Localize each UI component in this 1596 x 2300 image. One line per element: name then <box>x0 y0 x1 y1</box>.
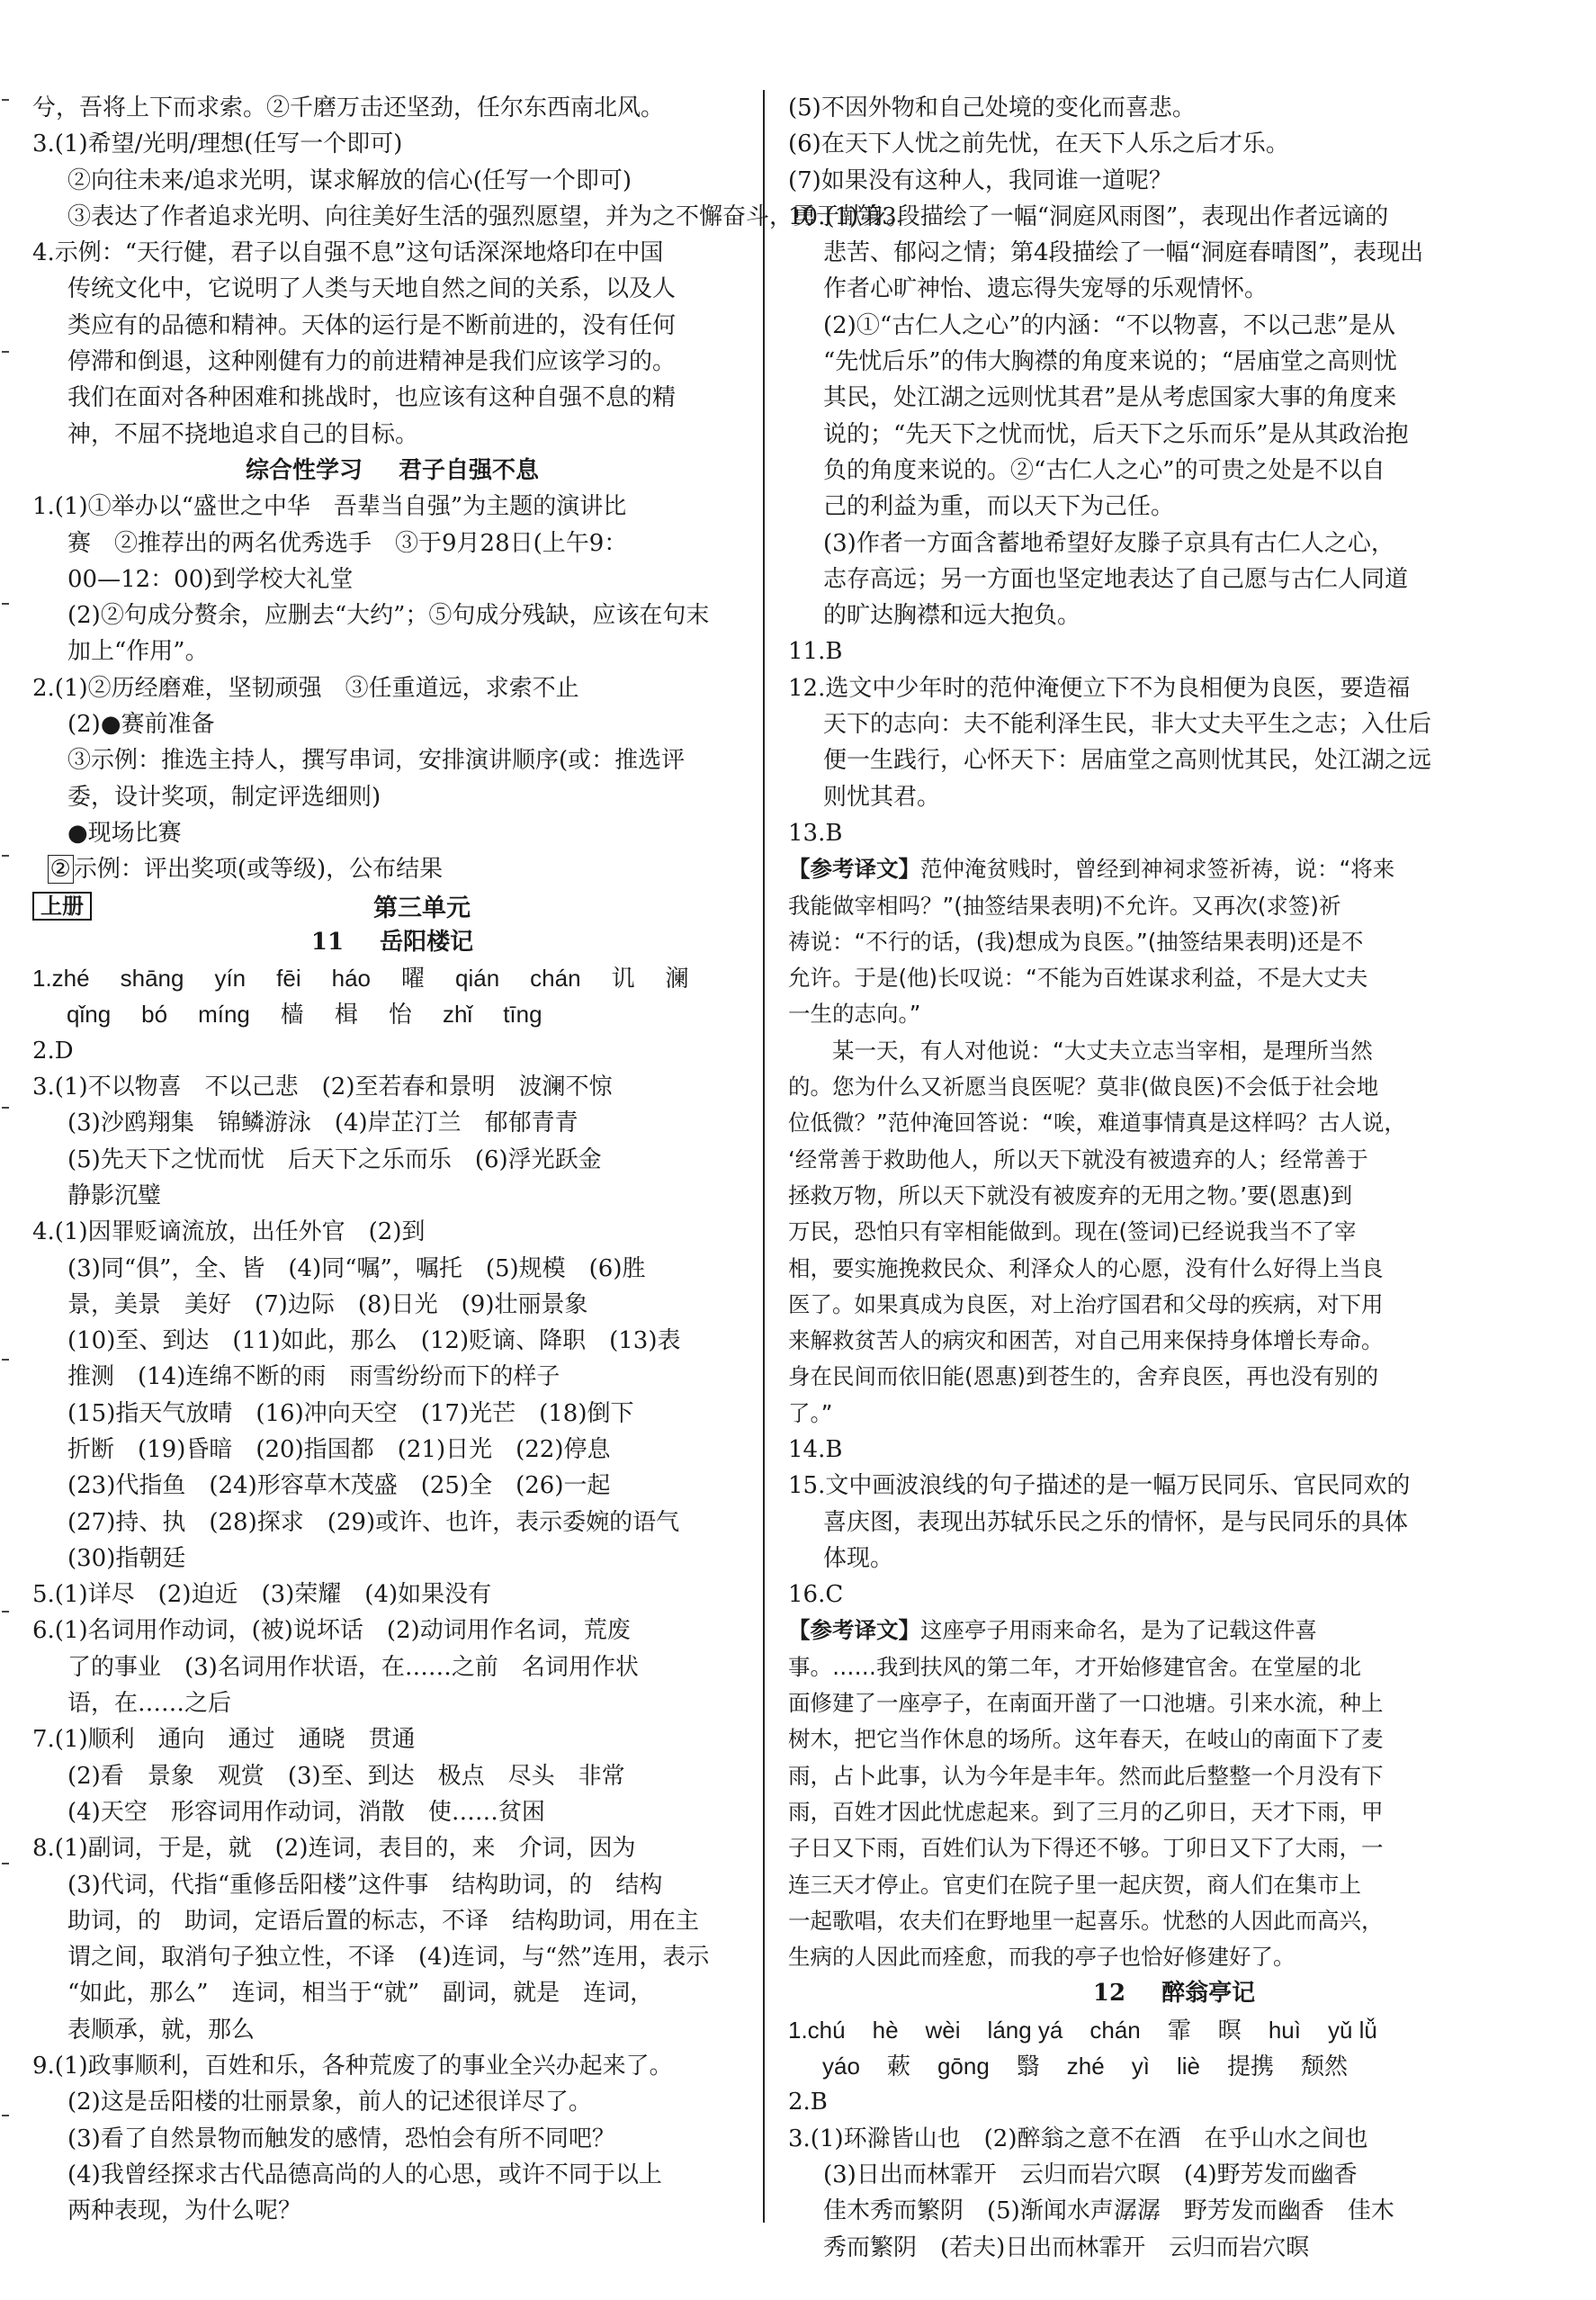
pinyin-item: láng yá <box>987 2016 1063 2044</box>
text-line <box>32 199 910 235</box>
line-text: (30)指朝廷 <box>32 1544 186 1572</box>
text-line <box>32 163 752 199</box>
answer-block-4 <box>788 90 1560 851</box>
line-text: 16.C <box>788 1581 844 1609</box>
line-text: 2.(1)②历经磨难，坚韧顽强 ③任重道远，求索不止 <box>32 674 579 702</box>
pinyin-item: chán <box>530 965 581 993</box>
text-line <box>32 1975 752 2011</box>
line-text: (4)我曾经探求古代品德高尚的人的心思，或许不同于以上 <box>32 2161 662 2188</box>
line-text: 1.(1)①举办以“盛世之中华 吾辈当自强”为主题的演讲比 <box>32 493 627 521</box>
binding-margin-marks <box>2 99 11 2169</box>
line-text: 3.(1)不以物喜 不以己悲 (2)至若春和景明 波澜不惊 <box>32 1074 613 1101</box>
line-text: ‘经常善于救助他人，所以天下就没有被遗弃的人；经常善于 <box>788 1146 1368 1172</box>
text-line <box>32 1432 752 1468</box>
line-text: (15)指天气放晴 (16)冲向天空 (17)光芒 (18)倒下 <box>32 1399 634 1427</box>
pinyin-item: 霏 <box>1167 2016 1191 2044</box>
line-text: 景，美景 美好 (7)边际 (8)日光 (9)壮丽景象 <box>32 1290 588 1318</box>
pinyin-item: 楫 <box>334 1001 358 1029</box>
line-text: 子日又下雨，百姓们认为下得还不够。丁卯日又下了大雨，一 <box>788 1835 1384 1862</box>
line-text: 我能做宰相吗？”(抽签结果表明)不允许。又再次(求签)祈 <box>788 892 1341 919</box>
answer-text: 示例：评出奖项(或等级)，公布结果 <box>73 856 444 884</box>
line-text: 12.选文中少年时的范仲淹便立下不为良相便为良医，要造福 <box>788 674 1411 702</box>
text-line <box>32 1758 752 1794</box>
line-text: (5)不因外物和自己处境的变化而喜悲。 <box>788 94 1196 121</box>
text-line <box>788 1903 1560 1939</box>
text-line <box>788 706 1560 742</box>
line-text: (3)日出而林霏开 云归而岩穴暝 (4)野芳发而幽香 <box>788 2161 1358 2188</box>
line-text: 秀而繁阴 (若夫)日出而林霏开 云归而岩穴暝 <box>788 2233 1310 2261</box>
line-text: 允许。于是(他)长叹说：“不能为百姓谋求利益，不是大丈夫 <box>788 965 1368 992</box>
text-line <box>788 1758 1560 1794</box>
text-line <box>788 1649 1560 1685</box>
pinyin-row <box>32 996 752 1032</box>
pinyin-item: 樯 <box>280 1001 304 1029</box>
text-line <box>788 2121 1560 2157</box>
line-text: (3)沙鸥翔集 锦鳞游泳 (4)岸芷汀兰 郁郁青青 <box>32 1110 578 1137</box>
section-title-b: 君子自强不息 <box>399 456 540 484</box>
unit-header <box>32 888 752 924</box>
pinyin-item: 曜 <box>401 965 426 993</box>
line-text: 雨，占卜此事，认为今年是丰年。然而此后整整一个月没有下 <box>788 1762 1384 1789</box>
text-line <box>32 1287 752 1323</box>
pinyin-item: yì <box>1131 2053 1150 2080</box>
line-text: 己的利益为重，而以天下为己任。 <box>788 493 1175 521</box>
pinyin-row <box>32 960 752 996</box>
line-text: “先忧后乐”的伟大胸襟的角度来说的；“居庙堂之高则忧 <box>788 348 1397 376</box>
text-line <box>788 597 1560 633</box>
line-text: 停滞和倒退，这种刚健有力的前进精神是我们应该学习的。 <box>32 348 677 376</box>
text-line <box>32 1214 752 1250</box>
pinyin-item: zhǐ <box>442 1001 473 1029</box>
text-line <box>32 308 752 344</box>
text-line <box>32 235 752 271</box>
line-text: 3.(1)环滁皆山也 (2)醉翁之意不在酒 在乎山水之间也 <box>788 2125 1368 2152</box>
column-divider <box>763 90 765 2223</box>
line-text: 相，要实施挽救民众、利泽众人的心愿，没有什么好得上当良 <box>788 1254 1384 1281</box>
text-line <box>32 90 752 126</box>
text-line <box>788 199 1560 235</box>
text-line <box>32 2012 752 2048</box>
text-line <box>788 1577 1560 1613</box>
text-line <box>788 308 1560 344</box>
text-line <box>32 815 752 851</box>
text-line <box>788 1867 1560 1903</box>
text-line <box>788 1505 1560 1541</box>
pinyin-item: zhé <box>1066 2053 1105 2080</box>
text-line <box>788 1105 1560 1141</box>
text-line <box>788 1396 1560 1432</box>
pinyin-item: chán <box>1089 2016 1141 2044</box>
pinyin-item: háo <box>331 965 371 993</box>
line-text: 传统文化中，它说明了人类与天地自然之间的关系，以及人 <box>32 275 677 303</box>
line-text: 万民，恐怕只有宰相能做到。现在(签词)已经说我当不了宰 <box>788 1218 1357 1245</box>
text-line <box>788 126 1560 162</box>
line-text: 某一天，有人对他说：“大丈夫立志当宰相，是理所当然 <box>788 1037 1373 1064</box>
text-line <box>788 489 1560 525</box>
lesson-title <box>788 1975 1560 2011</box>
text-line <box>788 996 1560 1032</box>
text-line <box>32 2157 752 2193</box>
text-line <box>32 1613 752 1649</box>
pinyin-item: 1.zhé <box>32 965 90 993</box>
text-line <box>788 1287 1560 1323</box>
text-line <box>32 1468 752 1504</box>
text-line <box>32 1359 752 1395</box>
line-text: 悲苦、郁闷之情；第4段描绘了一幅“洞庭春晴图”，表现出 <box>788 239 1424 267</box>
line-text: 志存高远；另一方面也坚定地表达了自己愿与古仁人同道 <box>788 565 1409 593</box>
section-title-a: 综合性学习 <box>245 456 363 484</box>
line-text: (2)这是岳阳楼的壮丽景象，前人的记述很详尽了。 <box>32 2089 592 2116</box>
lesson-number: 12 <box>1092 1980 1126 2008</box>
lesson-name: 醉翁亭记 <box>1161 1980 1256 2008</box>
line-text: 树木，把它当作休息的场所。这年春天，在岐山的南面下了麦 <box>788 1726 1384 1753</box>
pinyin-item: 翳 <box>1016 2053 1040 2080</box>
text-line <box>32 271 752 307</box>
pinyin-row <box>788 2048 1560 2084</box>
line-text: 其民，处江湖之远则忧其君”是从考虑国家大事的角度来 <box>788 384 1397 412</box>
translation-block-2 <box>788 1613 1560 1975</box>
line-text: 9.(1)政事顺利，百姓和乐，各种荒废了的事业全兴办起来了。 <box>32 2053 673 2080</box>
line-text: 便一生践行，心怀天下：居庙堂之高则忧其民，处江湖之远 <box>788 747 1432 775</box>
text-line <box>788 453 1560 489</box>
text-line <box>788 1794 1560 1830</box>
line-text: 作者心旷神怡、遗忘得失宠辱的乐观情怀。 <box>788 275 1269 303</box>
line-text: (23)代指鱼 (24)形容草木茂盛 (25)全 (26)一起 <box>32 1472 611 1500</box>
line-text: 加上“作用”。 <box>32 638 209 666</box>
line-text: 折断 (19)昏暗 (20)指国都 (21)日光 (22)停息 <box>32 1435 611 1463</box>
pinyin-item: 提携 <box>1226 2053 1274 2080</box>
line-text: (5)先天下之忧而忧 后天下之乐而乐 (6)浮光跃金 <box>32 1146 602 1173</box>
pinyin-item: 暝 <box>1217 2016 1242 2044</box>
text-line <box>788 1033 1560 1069</box>
text-line <box>788 380 1560 416</box>
line-text: 位低微？”范仲淹回答说：“唉，难道事情真是这样吗？古人说， <box>788 1110 1406 1137</box>
text-line <box>32 1178 752 1214</box>
text-line <box>32 1251 752 1287</box>
text-line <box>32 1142 752 1178</box>
text-line <box>788 851 1560 887</box>
line-text: 语，在……之后 <box>32 1690 232 1718</box>
pinyin-item: huì <box>1268 2016 1301 2044</box>
pinyin-item: yáo <box>822 2053 860 2080</box>
text-line <box>32 1323 752 1359</box>
line-text: 5.(1)详尽 (2)迫近 (3)荣耀 (4)如果没有 <box>32 1581 492 1609</box>
line-text: 表顺承，就，那么 <box>32 2016 256 2044</box>
pinyin-row <box>788 2012 1560 2048</box>
line-text: 拯救万物，所以天下就没有被废弃的无用之物。’要(恩惠)到 <box>788 1181 1353 1208</box>
line-text: 连三天才停止。官吏们在院子里一起庆贺，商人们在集市上 <box>788 1871 1361 1898</box>
text-line <box>788 1685 1560 1721</box>
line-text: 来解救贫苦人的病灾和困苦，对自己用来保持身体增长寿命。 <box>788 1327 1384 1354</box>
text-line <box>788 2157 1560 2193</box>
text-line <box>788 2193 1560 2229</box>
text-line <box>788 1323 1560 1359</box>
text-line <box>32 742 752 778</box>
pinyin-item: shāng <box>120 965 184 993</box>
text-line <box>788 888 1560 924</box>
text-line <box>32 1033 752 1069</box>
line-text: 雨，百姓才因此忧虑起来。到了三月的乙卯日，天才下雨，甲 <box>788 1798 1384 1825</box>
text-line <box>32 1830 752 1866</box>
line-text: 类应有的品德和精神。天体的运行是不断前进的，没有任何 <box>32 311 677 339</box>
line-text: 2.D <box>32 1037 74 1065</box>
line-text: (7)如果没有这种人，我同谁一道呢？ <box>788 166 1172 194</box>
text-line <box>788 1214 1560 1250</box>
unit-badge: 上册 <box>32 892 92 921</box>
pinyin-item: míng <box>198 1001 250 1029</box>
pinyin-item: bó <box>141 1001 168 1029</box>
answer-line <box>32 851 752 887</box>
line-text: 了。” <box>788 1399 833 1426</box>
pinyin-item: yín <box>214 965 247 993</box>
lesson-name: 岳阳楼记 <box>380 928 474 956</box>
answer-block-1 <box>32 90 910 453</box>
boxed-number: ② <box>48 855 74 884</box>
text-line <box>788 1721 1560 1757</box>
line-text: 天下的志向：夫不能利泽生民，非大丈夫平生之志；入仕后 <box>788 711 1432 739</box>
line-text: 8.(1)副词，于是，就 (2)连词，表目的，来 介词，因为 <box>32 1835 636 1863</box>
lesson-title <box>32 924 752 960</box>
line-text: 体现。 <box>788 1544 894 1572</box>
line-text: (3)同“俱”，全、皆 (4)同“嘱”，嘱托 (5)规模 (6)胜 <box>32 1254 646 1282</box>
line-text: 神，不屈不挠地追求自己的目标。 <box>32 420 419 448</box>
line-text: 祷说：“不行的话，(我)想成为良医。”(抽签结果表明)还是不 <box>788 928 1364 955</box>
pinyin-item: qián <box>455 965 500 993</box>
line-text: 14.B <box>788 1435 843 1463</box>
text-line <box>788 960 1560 996</box>
pinyin-item: hè <box>872 2016 899 2044</box>
text-line <box>32 489 752 525</box>
text-line <box>32 344 752 380</box>
line-text: 了的事业 (3)名词用作状语，在……之前 名词用作状 <box>32 1653 639 1681</box>
text-line <box>788 1613 1560 1649</box>
text-line <box>32 633 752 669</box>
lesson-number: 11 <box>310 928 345 956</box>
line-text: 喜庆图，表现出苏轼乐民之乐的情怀，是与民同乐的具体 <box>788 1508 1409 1536</box>
line-text: 两种表现，为什么呢？ <box>32 2197 302 2225</box>
text-line <box>788 163 1560 199</box>
unit-title: 第三单元 <box>373 894 471 923</box>
text-line <box>788 562 1560 597</box>
line-text: ③表达了作者追求光明、向往美好生活的强烈愿望，并为之不懈奋斗，勇于献身。 <box>32 202 910 230</box>
line-text: 助词，的 助词，定语后置的标志，不译 结构助词，用在主 <box>32 1907 700 1935</box>
answer-block-5 <box>788 1432 1560 1613</box>
right-column <box>788 90 1560 2266</box>
text-line <box>788 1468 1560 1504</box>
line-text: (4)天空 形容词用作动词，消散 使……贫困 <box>32 1798 545 1826</box>
text-line <box>788 1142 1560 1178</box>
line-text: 身在民间而依旧能(恩惠)到苍生的，舍弃良医，再也没有别的 <box>788 1363 1379 1390</box>
text-line <box>788 779 1560 815</box>
line-text: (2)看 景象 观赏 (3)至、到达 极点 尽头 非常 <box>32 1762 625 1790</box>
line-text: (3)代词，代指“重修岳阳楼”这件事 结构助词，的 结构 <box>32 1871 663 1899</box>
pinyin-item: 颓然 <box>1300 2053 1348 2080</box>
pinyin-item: fēi <box>276 965 301 993</box>
text-line <box>788 742 1560 778</box>
line-text: (6)在天下人忧之前先忧，在天下人乐之后才乐。 <box>788 130 1289 158</box>
text-line <box>32 1505 752 1541</box>
line-text: (3)作者一方面含蓄地希望好友滕子京具有古仁人之心， <box>788 529 1394 557</box>
pinyin-item: wèi <box>925 2016 961 2044</box>
text-line <box>32 2193 752 2229</box>
line-text: 这座亭子用雨来命名，是为了记载这件喜 <box>920 1617 1317 1644</box>
line-text: 的。您为什么又祈愿当良医呢？莫非(做良医)不会低于社会地 <box>788 1074 1379 1101</box>
text-line <box>788 2084 1560 2120</box>
pinyin-item: 讥 <box>611 965 635 993</box>
pinyin-item: 澜 <box>665 965 689 993</box>
translation-label: 【参考译文】 <box>788 856 920 883</box>
line-text: (2)●赛前准备 <box>32 711 215 739</box>
line-text: ③示例：推选主持人，撰写串词，安排演讲顺序(或：推选评 <box>32 747 686 775</box>
line-text: 说的；“先天下之忧而忧，后天下之乐而乐”是从其政治抱 <box>788 420 1409 448</box>
line-text: (10)至、到达 (11)如此，那么 (12)贬谪、降职 (13)表 <box>32 1327 681 1355</box>
line-text: 委，设计奖项，制定评选细则) <box>32 783 381 811</box>
line-text: 6.(1)名词用作动词，(被)说坏话 (2)动词用作名词，荒废 <box>32 1617 631 1645</box>
line-text: 00—12：00)到学校大礼堂 <box>32 565 354 593</box>
line-text: (2)①“古仁人之心”的内涵：“不以物喜，不以己悲”是从 <box>788 311 1395 339</box>
answer-block-6 <box>788 2084 1560 2265</box>
text-line <box>788 1541 1560 1577</box>
text-line <box>32 1649 752 1685</box>
text-line <box>32 1794 752 1830</box>
line-text: 医了。如果真成为良医，对上治疗国君和父母的疾病，对下用 <box>788 1290 1384 1317</box>
line-text: 面修建了一座亭子，在南面开凿了一口池塘。引来水流，种上 <box>788 1690 1384 1717</box>
text-line <box>788 1178 1560 1214</box>
line-text: 15.文中画波浪线的句子描述的是一幅万民同乐、官民同欢的 <box>788 1472 1411 1500</box>
line-text: 一生的志向。” <box>788 1001 921 1028</box>
text-line <box>788 417 1560 453</box>
text-line <box>32 2048 752 2084</box>
text-line <box>788 1830 1560 1866</box>
line-text: (2)②句成分赘余，应删去“大约”；⑤句成分残缺，应该在句末 <box>32 602 710 630</box>
text-line <box>788 1432 1560 1468</box>
text-line <box>32 1903 752 1939</box>
text-line <box>788 1251 1560 1287</box>
pinyin-item: 1.chú <box>788 2016 846 2044</box>
pinyin-item: liè <box>1176 2053 1200 2080</box>
text-line <box>32 1541 752 1577</box>
line-text: 一起歌唱，农夫们在野地里一起喜乐。忧愁的人因此而高兴， <box>788 1907 1384 1934</box>
line-text: 的旷达胸襟和远大抱负。 <box>788 602 1081 630</box>
translation-label: 【参考译文】 <box>788 1617 920 1644</box>
text-line <box>788 670 1560 706</box>
text-line <box>32 1939 752 1975</box>
line-text: 4.(1)因罪贬谪流放，出任外官 (2)到 <box>32 1218 426 1246</box>
text-line <box>788 235 1560 271</box>
text-line <box>32 1069 752 1105</box>
line-text: 13.B <box>788 819 843 847</box>
text-line <box>32 1577 752 1613</box>
pinyin-item: tīng <box>503 1001 542 1029</box>
text-line <box>788 526 1560 562</box>
text-line <box>788 1069 1560 1105</box>
text-line <box>32 2121 752 2157</box>
line-text: “如此，那么” 连词，相当于“就” 副词，就是 连词， <box>32 1980 654 2008</box>
line-text: 兮，吾将上下而求索。②千磨万击还坚劲，任尔东西南北风。 <box>32 94 665 121</box>
text-line <box>32 1721 752 1757</box>
line-text: 11.B <box>788 638 843 666</box>
text-line <box>788 1939 1560 1975</box>
pinyin-item: 蔌 <box>886 2053 910 2080</box>
pinyin-item: 怡 <box>388 1001 412 1029</box>
text-line <box>32 670 752 706</box>
line-text: 我们在面对各种困难和挑战时，也应该有这种自强不息的精 <box>32 384 677 412</box>
text-line <box>32 1685 752 1721</box>
line-text: ②向往未来/追求光明，谋求解放的信心(任写一个即可) <box>32 166 632 194</box>
text-line <box>788 924 1560 960</box>
pinyin-item: yǔ lǚ <box>1327 2016 1377 2044</box>
line-text: (3)看了自然景物而触发的感情，恐怕会有所不同吧？ <box>32 2125 615 2152</box>
line-text: (27)持、执 (28)探求 (29)或许、也许，表示委婉的语气 <box>32 1508 680 1536</box>
line-text: 范仲淹贫贱时，曾经到神祠求签祈祷，说：“将来 <box>920 856 1395 883</box>
text-line <box>788 2230 1560 2266</box>
text-line <box>32 526 752 562</box>
line-text: 2.B <box>788 2089 828 2116</box>
pinyin-item: qǐng <box>67 1001 112 1029</box>
text-line <box>32 706 752 742</box>
text-line <box>32 779 752 815</box>
line-text: 静影沉璧 <box>32 1181 162 1209</box>
text-line <box>788 344 1560 380</box>
line-text: 负的角度来说的。②“古仁人之心”的可贵之处是不以自 <box>788 456 1385 484</box>
line-text: 生病的人因此而痊愈，而我的亭子也恰好修建好了。 <box>788 1944 1296 1971</box>
text-line <box>32 1105 752 1141</box>
line-text: 则忧其君。 <box>788 783 941 811</box>
line-text: 推测 (14)连绵不断的雨 雨雪纷纷而下的样子 <box>32 1363 560 1391</box>
line-text: 佳木秀而繁阴 (5)渐闻水声潺潺 野芳发而幽香 佳木 <box>788 2197 1394 2225</box>
text-line <box>32 562 752 597</box>
answer-block-2 <box>32 489 752 851</box>
line-text: 10.(1)第3段描绘了一幅“洞庭风雨图”，表现出作者远谪的 <box>788 202 1389 230</box>
text-line <box>32 1867 752 1903</box>
text-line <box>32 597 752 633</box>
line-text: 4.示例：“天行健，君子以自强不息”这句话深深地烙印在中国 <box>32 239 664 267</box>
section-title <box>32 453 752 489</box>
pinyin-item: gōng <box>937 2053 990 2080</box>
text-line <box>32 126 752 162</box>
line-text: ●现场比赛 <box>32 819 182 847</box>
text-line <box>32 380 752 416</box>
line-text: 赛 ②推荐出的两名优秀选手 ③于9月28日(上午9： <box>32 529 628 557</box>
text-line <box>788 271 1560 307</box>
line-text: 7.(1)顺利 通向 通过 通晓 贯通 <box>32 1726 416 1754</box>
answer-block-3 <box>32 1033 752 2230</box>
line-text: 事。……我到扶风的第二年，才开始修建官舍。在堂屋的北 <box>788 1653 1361 1680</box>
text-line <box>32 417 752 453</box>
text-line <box>788 90 1560 126</box>
text-line <box>32 2084 752 2120</box>
line-text: 3.(1)希望/光明/理想(任写一个即可) <box>32 130 403 158</box>
text-line <box>32 1396 752 1432</box>
text-line <box>788 1359 1560 1395</box>
line-text: 谓之间，取消句子独立性，不译 (4)连词，与“然”连用，表示 <box>32 1944 710 1972</box>
text-line <box>788 633 1560 669</box>
text-line <box>788 815 1560 851</box>
translation-block-1 <box>788 851 1560 1432</box>
